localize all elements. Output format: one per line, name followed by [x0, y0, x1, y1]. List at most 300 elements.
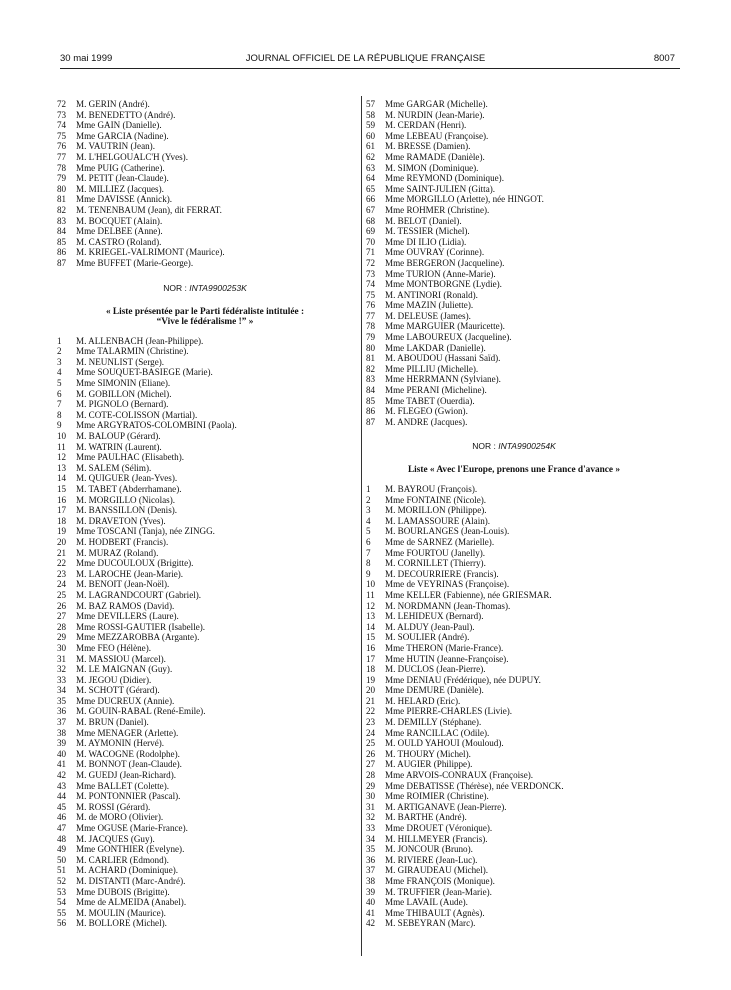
list-item-name: M. RIVIERE (Jean-Luc).	[385, 854, 478, 865]
list-item	[57, 173, 353, 184]
list-item-number: 22	[57, 558, 67, 569]
nor-code: INTA9900253K	[189, 282, 247, 293]
list-item	[366, 396, 662, 407]
list-item-name: Mme GARGAR (Michelle).	[385, 99, 488, 109]
list-item-number: 23	[57, 568, 67, 579]
list-item-name: M. SCHOTT (Gérard).	[76, 685, 160, 696]
list-item-number: 15	[57, 484, 67, 494]
list-item-name: M. BARTHE (André).	[385, 812, 467, 823]
list-title	[57, 307, 353, 328]
list-item	[57, 685, 353, 696]
list-item	[57, 887, 353, 898]
list-item-number: 33	[57, 674, 67, 685]
list-item-number: 73	[366, 268, 376, 279]
list-item-name: Mme RANCILLAC (Odile).	[385, 727, 490, 738]
list-item-number: 48	[57, 833, 67, 844]
list-item	[366, 812, 662, 823]
right-column	[366, 99, 662, 929]
list-item	[366, 216, 662, 227]
list-item	[366, 696, 662, 707]
list-item	[366, 279, 662, 290]
list-item-name: M. DELEUSE (James).	[385, 310, 471, 321]
list-item-name: Mme RAMADE (Danièle).	[385, 151, 485, 162]
list-item-number: 81	[366, 353, 376, 364]
list-item-name: M. FLEGEO (Gwion).	[385, 406, 468, 417]
list-title-line-2: “Vive le fédéralisme !” »	[156, 317, 254, 328]
list-item-name: Mme MORGILLO (Arlette), née HINGOT.	[385, 194, 544, 205]
list-item	[57, 537, 353, 548]
list-item-name: M. LEHIDEUX (Bernard).	[385, 611, 484, 622]
list-item-number: 28	[57, 621, 67, 632]
list-item-number: 16	[57, 494, 67, 505]
list-item	[57, 834, 353, 845]
list-item-name: M. ANDRE (Jacques).	[385, 416, 468, 427]
list-item-number: 29	[366, 780, 376, 791]
list-item-number: 21	[57, 547, 67, 558]
list-item-name: Mme TOSCANI (Tanja), née ZINGG.	[76, 526, 215, 537]
list-item-name: Mme KELLER (Fabienne), née GRIESMAR.	[385, 589, 552, 600]
list-item-number: 76	[57, 141, 67, 152]
list-item-name: M. NORDMANN (Jean-Thomas).	[385, 600, 511, 611]
list-item	[57, 770, 353, 781]
list-item-number: 17	[57, 505, 67, 516]
list-item-name: Mme ARVOIS-CONRAUX (Françoise).	[385, 770, 534, 781]
list-item	[57, 918, 353, 929]
list-item-name: Mme MONTBORGNE (Lydie).	[385, 279, 502, 290]
list-item-number: 45	[57, 801, 67, 812]
list-item	[366, 205, 662, 216]
list-item	[57, 823, 353, 834]
list-item-name: Mme DUCREUX (Annie).	[76, 695, 175, 706]
list-item-name: M. DRAVETON (Yves).	[76, 515, 166, 526]
list-item-name: M. GIRAUDEAU (Michel).	[385, 865, 489, 876]
list-item-name: M. LAMASSOURE (Alain).	[385, 515, 491, 526]
list-item-name: M. NURDIN (Jean-Marie).	[385, 109, 485, 120]
list-item	[57, 622, 353, 633]
list-item-number: 13	[366, 611, 376, 622]
list-item-number: 67	[366, 204, 376, 215]
nor-reference	[57, 283, 353, 294]
list-item-number: 54	[57, 897, 67, 908]
list-item-name: Mme PAULHAC (Elisabeth).	[76, 452, 185, 463]
list-item-name: Mme MARGUIER (Mauricette).	[385, 321, 505, 332]
list-item-number: 81	[57, 194, 67, 205]
list-item-number: 78	[57, 162, 67, 173]
list-item	[366, 791, 662, 802]
list-item-number: 5	[57, 378, 62, 389]
list-item	[366, 601, 662, 612]
list-item-name: M. BENEDETTO (André).	[76, 109, 176, 120]
list-item-name: M. ARTIGANAVE (Jean-Pierre).	[385, 801, 507, 812]
list-item	[57, 706, 353, 717]
list-item-number: 63	[366, 162, 376, 173]
list-item-number: 72	[366, 257, 376, 268]
list-item-name: M. MOULIN (Maurice).	[76, 907, 166, 918]
list-item	[57, 194, 353, 205]
list-item	[366, 675, 662, 686]
list-item-name: M. BAYROU (François).	[385, 484, 478, 494]
list-item-number: 74	[57, 120, 67, 131]
list-item-number: 82	[57, 204, 67, 215]
list-item	[366, 569, 662, 580]
list-item-name: Mme DAVISSE (Annick).	[76, 194, 173, 205]
list-item-number: 59	[366, 120, 376, 131]
page-header	[0, 53, 731, 67]
list-item-number: 9	[57, 420, 62, 431]
list-item-number: 24	[366, 727, 376, 738]
list-item-number: 39	[57, 738, 67, 749]
list-item	[57, 336, 353, 347]
list-item-number: 47	[57, 823, 67, 833]
list-item-name: Mme MEZZAROBBA (Argante).	[76, 632, 200, 643]
list-item	[57, 495, 353, 506]
list-item-name: M. MORILLON (Philippe).	[385, 505, 487, 516]
list-item-name: M. BOURLANGES (Jean-Louis).	[385, 526, 510, 537]
list-item	[57, 865, 353, 876]
list-item	[57, 876, 353, 887]
list-item	[366, 484, 662, 495]
list-item	[57, 99, 353, 110]
list-item-number: 65	[366, 183, 376, 194]
list-item-number: 31	[57, 653, 67, 664]
list-item-number: 50	[57, 854, 67, 865]
list-item-name: Mme MENAGER (Arlette).	[76, 727, 179, 738]
list-item-number: 86	[57, 247, 67, 258]
list-item	[57, 728, 353, 739]
list-item-name: M. TESSIER (Michel).	[385, 226, 470, 237]
list-item-number: 77	[366, 310, 376, 321]
list-item-name: Mme LEBEAU (Françoise).	[385, 130, 489, 141]
list-item-number: 64	[366, 173, 376, 184]
list-item-number: 56	[57, 918, 67, 929]
list-item	[57, 548, 353, 559]
list-item-number: 8	[366, 558, 371, 569]
list-item	[57, 611, 353, 622]
list-item-name: M. THOURY (Michel).	[385, 748, 471, 759]
list-item-number: 79	[366, 332, 376, 343]
list-item-name: M. GOUIN-RABAL (René-Emile).	[76, 706, 206, 717]
list-item-name: Mme DEBATISSE (Thérèse), née VERDONCK.	[385, 780, 564, 791]
list-item	[57, 141, 353, 152]
list-item-name: M. MILLIEZ (Jacques).	[76, 183, 164, 194]
list-item-number: 32	[57, 664, 67, 675]
list-title: Liste « Avec l'Europe, prenons une France d'avance »	[407, 465, 621, 476]
list-item-name: M. PIGNOLO (Bernard).	[76, 399, 169, 410]
list-item-name: Mme HERRMANN (Sylviane).	[385, 374, 501, 385]
list-item-number: 31	[366, 801, 376, 812]
list-item-name: Mme THERON (Marie-France).	[385, 642, 504, 653]
list-item	[57, 367, 353, 378]
list-item-name: Mme ROSSI-GAUTIER (Isabelle).	[76, 621, 206, 632]
list-item-name: Mme de SARNEZ (Marielle).	[385, 536, 495, 547]
list-item-number: 87	[366, 416, 376, 427]
list-item	[57, 120, 353, 131]
list-item-number: 20	[57, 536, 67, 547]
list-item-name: Mme TURION (Anne-Marie).	[385, 268, 496, 279]
list-item-number: 15	[366, 632, 376, 643]
list-item-name: M. GOBILLON (Michel).	[76, 388, 172, 399]
list-item-number: 6	[57, 388, 62, 399]
list-item-number: 37	[57, 717, 67, 728]
list-item	[57, 473, 353, 484]
list-item	[366, 887, 662, 898]
list-item-name: M. L'HELGOUALC'H (Yves).	[76, 151, 188, 162]
list-item-number: 84	[57, 226, 67, 237]
list-item-name: M. VAUTRIN (Jean).	[76, 141, 155, 152]
list-item-number: 55	[57, 907, 67, 918]
list-item	[366, 876, 662, 887]
list-item	[57, 908, 353, 919]
list-item-name: M. MORGILLO (Nicolas).	[76, 494, 176, 505]
list-item	[366, 908, 662, 919]
list-item-number: 26	[366, 748, 376, 759]
list-item	[57, 431, 353, 442]
list-item-number: 72	[57, 99, 67, 109]
list-item	[366, 579, 662, 590]
list-item-name: Mme de VEYRINAS (Françoise).	[385, 579, 510, 590]
list-item	[57, 378, 353, 389]
list-item-number: 24	[57, 579, 67, 590]
list-item-number: 60	[366, 130, 376, 141]
list-item-number: 41	[57, 759, 67, 770]
list-item	[57, 855, 353, 866]
list-item	[57, 463, 353, 474]
list-item-name: Mme PIERRE-CHARLES (Livie).	[385, 706, 513, 717]
list-item-number: 87	[57, 257, 67, 268]
list-item	[366, 558, 662, 569]
list-item-number: 18	[366, 664, 376, 675]
header-rule	[60, 68, 680, 69]
list-item	[366, 728, 662, 739]
list-item	[366, 173, 662, 184]
list-item	[57, 579, 353, 590]
list-item	[57, 812, 353, 823]
list-item-name: M. BOLLORE (Michel).	[76, 918, 167, 929]
list-item-name: Mme HUTIN (Jeanne-Françoise).	[385, 653, 509, 664]
list-item	[57, 442, 353, 453]
list-item-number: 78	[366, 321, 376, 332]
list-item	[366, 897, 662, 908]
list-item-name: Mme OGUSE (Marie-France).	[76, 823, 188, 833]
list-item	[57, 258, 353, 269]
list-item-number: 41	[366, 907, 376, 918]
list-item-number: 36	[57, 706, 67, 717]
list-item-number: 1	[366, 484, 371, 494]
column-divider	[361, 96, 362, 956]
list-item	[57, 410, 353, 421]
list-item-number: 33	[366, 823, 376, 833]
list-item	[366, 131, 662, 142]
list-item-number: 10	[57, 431, 67, 442]
list-item	[366, 120, 662, 131]
list-item-number: 22	[366, 706, 376, 717]
list-item	[57, 558, 353, 569]
list-item-name: M. HILLMEYER (Francis).	[385, 833, 488, 844]
list-item-number: 40	[366, 897, 376, 908]
list-item	[366, 163, 662, 174]
list-item-number: 30	[57, 642, 67, 653]
list-item-name: Mme DROUET (Véronique).	[385, 823, 493, 833]
nor-code: INTA9900254K	[498, 441, 556, 452]
list-item	[366, 374, 662, 385]
list-item-name: M. COTE-COLISSON (Martial).	[76, 409, 198, 420]
list-item	[366, 643, 662, 654]
list-item	[57, 897, 353, 908]
list-item	[57, 505, 353, 516]
list-item-name: Mme DENIAU (Frédérique), née DUPUY.	[385, 674, 541, 685]
nor-reference	[366, 441, 662, 452]
list-item-number: 61	[366, 141, 376, 152]
list-item-number: 27	[366, 759, 376, 770]
list-item-name: Mme FONTAINE (Nicole).	[385, 494, 487, 505]
list-item-name: Mme FRANÇOIS (Monique).	[385, 875, 495, 886]
list-item-number: 57	[366, 99, 376, 109]
list-item-name: M. OULD YAHOUI (Mouloud).	[385, 738, 504, 749]
list-item-number: 40	[57, 748, 67, 759]
list-item-number: 82	[366, 363, 376, 374]
list-item-number: 16	[366, 642, 376, 653]
list-item	[366, 844, 662, 855]
list-item	[366, 654, 662, 665]
list-item-name: Mme FOURTOU (Janelly).	[385, 547, 486, 558]
list-item	[366, 738, 662, 749]
candidate-list-federaliste	[57, 336, 353, 929]
list-item	[366, 834, 662, 845]
list-item-name: Mme PUIG (Catherine).	[76, 162, 165, 173]
list-item-name: Mme PILLIU (Michelle).	[385, 363, 479, 374]
list-item-name: Mme ROHMER (Christine).	[385, 204, 490, 215]
list-item-number: 14	[57, 473, 67, 484]
list-item	[366, 516, 662, 527]
list-item	[366, 332, 662, 343]
list-item-name: Mme DUCOULOUX (Brigitte).	[76, 558, 194, 569]
list-item-name: M. LAROCHE (Jean-Marie).	[76, 568, 184, 579]
list-item	[366, 537, 662, 548]
list-item	[57, 357, 353, 368]
list-item-number: 11	[57, 441, 66, 452]
list-item-number: 26	[57, 600, 67, 611]
list-item-name: Mme THIBAULT (Agnès).	[385, 907, 485, 918]
list-item-number: 58	[366, 109, 376, 120]
list-item	[57, 516, 353, 527]
list-item-number: 14	[366, 621, 376, 632]
list-item-name: M. TABET (Abderrhamane).	[76, 484, 182, 494]
list-item-number: 19	[57, 526, 67, 537]
list-item-name: M. DEMILLY (Stéphane).	[385, 717, 482, 728]
list-item-number: 30	[366, 791, 376, 802]
list-item-name: M. CORNILLET (Thierry).	[385, 558, 486, 569]
list-item-name: Mme PERANI (Micheline).	[385, 385, 487, 396]
list-item-number: 83	[366, 374, 376, 385]
list-item-name: Mme TABET (Ouerdia).	[385, 395, 475, 406]
list-item-number: 1	[57, 335, 62, 346]
list-item	[366, 258, 662, 269]
list-item-name: M. MASSIOU (Marcel).	[76, 653, 166, 664]
list-item-number: 62	[366, 151, 376, 162]
list-item-number: 4	[366, 515, 371, 526]
list-item-number: 3	[366, 505, 371, 516]
list-item-number: 77	[57, 151, 67, 162]
list-item-number: 49	[57, 844, 67, 855]
list-item	[57, 484, 353, 495]
list-item-name: M. SOULIER (André).	[385, 632, 470, 643]
list-item-name: M. JONCOUR (Bruno).	[385, 844, 473, 855]
list-item-number: 42	[366, 918, 376, 929]
list-item-name: M. ALLENBACH (Jean-Philippe).	[76, 335, 204, 346]
list-item-name: M. JEGOU (Didier).	[76, 674, 152, 685]
list-item-name: M. BENOIT (Jean-Noël).	[76, 579, 170, 590]
list-item	[366, 664, 662, 675]
list-item-name: Mme MAZIN (Juliette).	[385, 300, 474, 311]
list-item	[366, 781, 662, 792]
list-item-number: 84	[366, 385, 376, 396]
list-item	[366, 321, 662, 332]
list-item-name: M. DISTANTI (Marc-André).	[76, 875, 186, 886]
list-item-name: M. KRIEGEL-VALRIMONT (Maurice).	[76, 247, 225, 258]
list-item-number: 25	[366, 738, 376, 749]
list-item-number: 2	[57, 346, 62, 357]
list-item-number: 75	[57, 130, 67, 141]
list-item	[57, 844, 353, 855]
list-item-number: 23	[366, 717, 376, 728]
list-item	[366, 622, 662, 633]
list-item	[366, 343, 662, 354]
list-item	[366, 194, 662, 205]
list-item	[57, 643, 353, 654]
list-item-name: Mme DI ILIO (Lidia).	[385, 236, 467, 247]
list-item-number: 70	[366, 236, 376, 247]
list-item-name: M. WATRIN (Laurent).	[76, 441, 162, 452]
list-item-name: M. CERDAN (Henri).	[385, 120, 467, 131]
list-item	[57, 226, 353, 237]
list-item-number: 69	[366, 226, 376, 237]
list-item	[366, 548, 662, 559]
list-item-number: 83	[57, 215, 67, 226]
list-item-name: M. BAZ RAMOS (David).	[76, 600, 175, 611]
list-item	[57, 420, 353, 431]
list-item	[57, 399, 353, 410]
list-item	[366, 526, 662, 537]
header-page-number: 8007	[653, 53, 675, 64]
list-item	[366, 290, 662, 301]
list-item-name: M. ACHARD (Dominique).	[76, 865, 179, 876]
list-item-name: M. TRUFFIER (Jean-Marie).	[385, 886, 492, 897]
list-item	[57, 590, 353, 601]
list-item-number: 34	[57, 685, 67, 696]
list-item-name: M. ABOUDOU (Hassani Saïd).	[385, 353, 501, 364]
list-item-number: 27	[57, 611, 67, 622]
list-item	[366, 855, 662, 866]
list-item	[57, 759, 353, 770]
list-item	[57, 696, 353, 707]
list-item	[57, 654, 353, 665]
list-item-number: 13	[57, 462, 67, 473]
list-item-number: 79	[57, 173, 67, 184]
list-item	[366, 770, 662, 781]
list-item-number: 12	[57, 452, 67, 463]
list-item	[366, 406, 662, 417]
list-item-number: 7	[366, 547, 371, 558]
list-item	[57, 237, 353, 248]
list-item-number: 20	[366, 685, 376, 696]
header-title: JOURNAL OFFICIEL DE LA RÉPUBLIQUE FRANÇAISE	[245, 53, 486, 64]
list-item-name: M. PONTONNIER (Pascal).	[76, 791, 181, 802]
list-item-name: Mme REYMOND (Dominique).	[385, 173, 504, 184]
list-item	[366, 505, 662, 516]
list-item	[57, 791, 353, 802]
list-item-name: M. BANSSILLON (Denis).	[76, 505, 178, 516]
list-item	[366, 269, 662, 280]
